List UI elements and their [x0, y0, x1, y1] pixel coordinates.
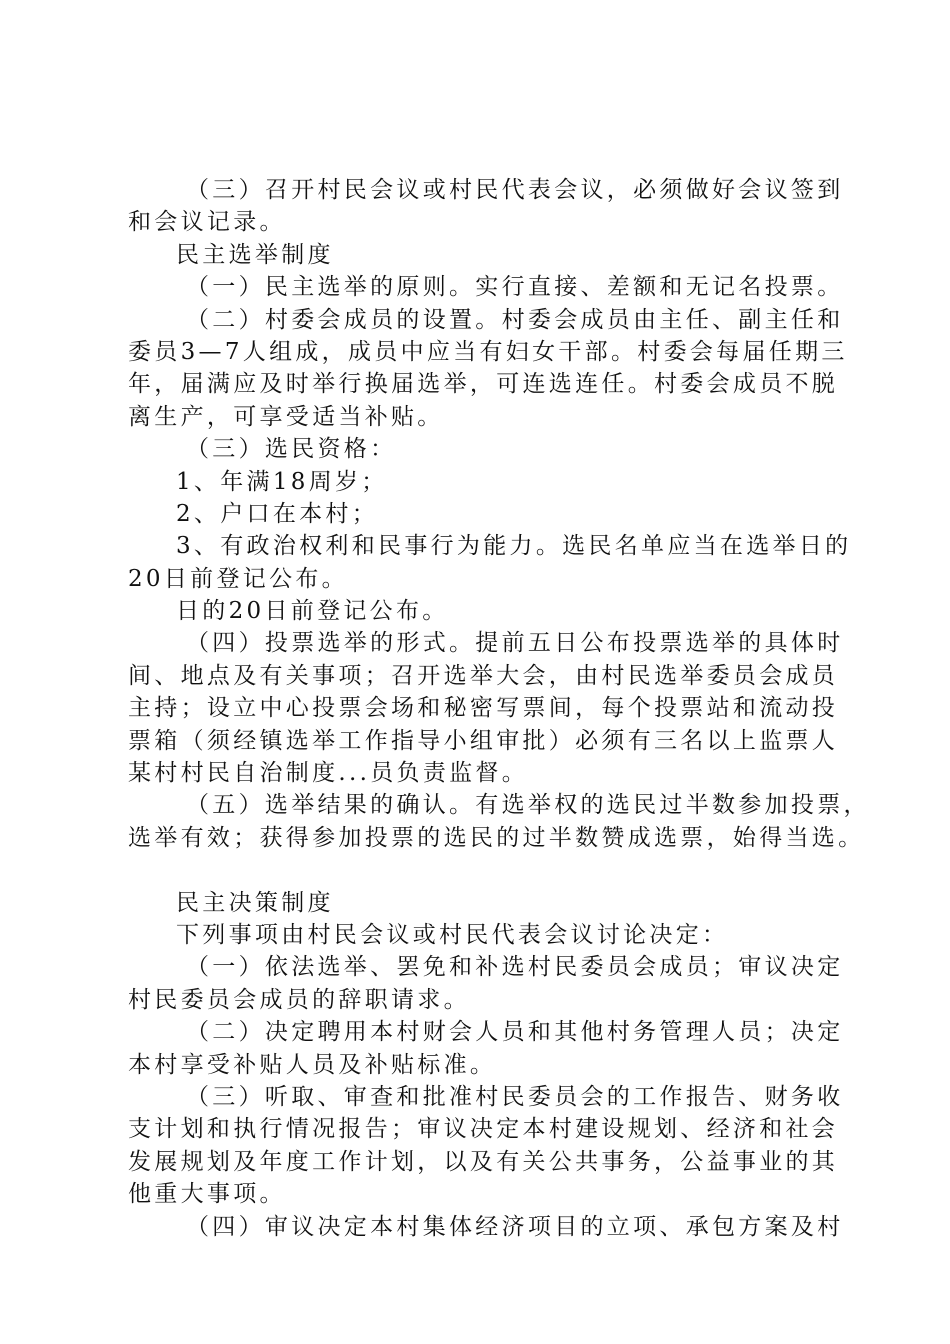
- paragraph-line: 离生产，可享受适当补贴。: [128, 403, 444, 430]
- document-body: [128, 174, 870, 1243]
- paragraph-line: （一）民主选举的原则。实行直接、差额和无记名投票。: [186, 274, 844, 301]
- paragraph-line: 选举有效；获得参加投票的选民的过半数赞成选票，始得当选。: [128, 824, 865, 851]
- paragraph-line: （五）选举结果的确认。有选举权的选民过半数参加投票，: [186, 792, 870, 819]
- blank-line: [128, 854, 848, 886]
- paragraph-line: 日的20日前登记公布。: [176, 598, 449, 625]
- paragraph-line: 他重大事项。: [128, 1181, 286, 1208]
- paragraph-line: 委员3—7人组成，成员中应当有妇女干部。村委会每届任期三: [128, 338, 848, 365]
- paragraph-line: 发展规划及年度工作计划，以及有关公共事务，公益事业的其: [128, 1148, 839, 1175]
- paragraph-line: （四）审议决定本村集体经济项目的立项、承包方案及村: [186, 1213, 844, 1240]
- paragraph-line: 票箱（须经镇选举工作指导小组审批）必须有三名以上监票人: [128, 727, 839, 754]
- paragraph-line: （二）决定聘用本村财会人员和其他村务管理人员；决定: [186, 1019, 844, 1046]
- paragraph-line: 20日前登记公布。: [128, 565, 348, 592]
- list-item: 1、年满18周岁；: [176, 468, 388, 495]
- paragraph-line: （二）村委会成员的设置。村委会成员由主任、副主任和: [186, 306, 844, 333]
- paragraph-line: （四）投票选举的形式。提前五日公布投票选举的具体时: [186, 630, 844, 657]
- paragraph-line: 某村村民自治制度...员负责监督。: [128, 760, 529, 787]
- section-heading: 民主选举制度: [176, 241, 334, 268]
- paragraph-line: 支计划和执行情况报告；审议决定本村建设规划、经济和社会: [128, 1116, 839, 1143]
- paragraph-line: 和会议记录。: [128, 209, 286, 236]
- paragraph-line: 本村享受补贴人员及补贴标准。: [128, 1051, 497, 1078]
- paragraph-line: 主持；设立中心投票会场和秘密写票间，每个投票站和流动投: [128, 695, 839, 722]
- list-item: 3、有政治权利和民事行为能力。选民名单应当在选举日的: [176, 533, 852, 560]
- paragraph-line: 年，届满应及时举行换届选举，可连选连任。村委会成员不脱: [128, 371, 839, 398]
- paragraph-line: （三）选民资格：: [186, 436, 397, 463]
- paragraph-line: 村民委员会成员的辞职请求。: [128, 986, 470, 1013]
- paragraph-line: （三）听取、审查和批准村民委员会的工作报告、财务收: [186, 1083, 844, 1110]
- paragraph-line: （一）依法选举、罢免和补选村民委员会成员；审议决定: [186, 954, 844, 981]
- paragraph-line: （三）召开村民会议或村民代表会议，必须做好会议签到: [186, 177, 844, 203]
- paragraph-line: 间、地点及有关事项；召开选举大会，由村民选举委员会成员: [128, 662, 839, 689]
- paragraph-line: 下列事项由村民会议或村民代表会议讨论决定：: [176, 921, 729, 948]
- section-heading: 民主决策制度: [176, 889, 334, 916]
- list-item: 2、户口在本村；: [176, 500, 379, 527]
